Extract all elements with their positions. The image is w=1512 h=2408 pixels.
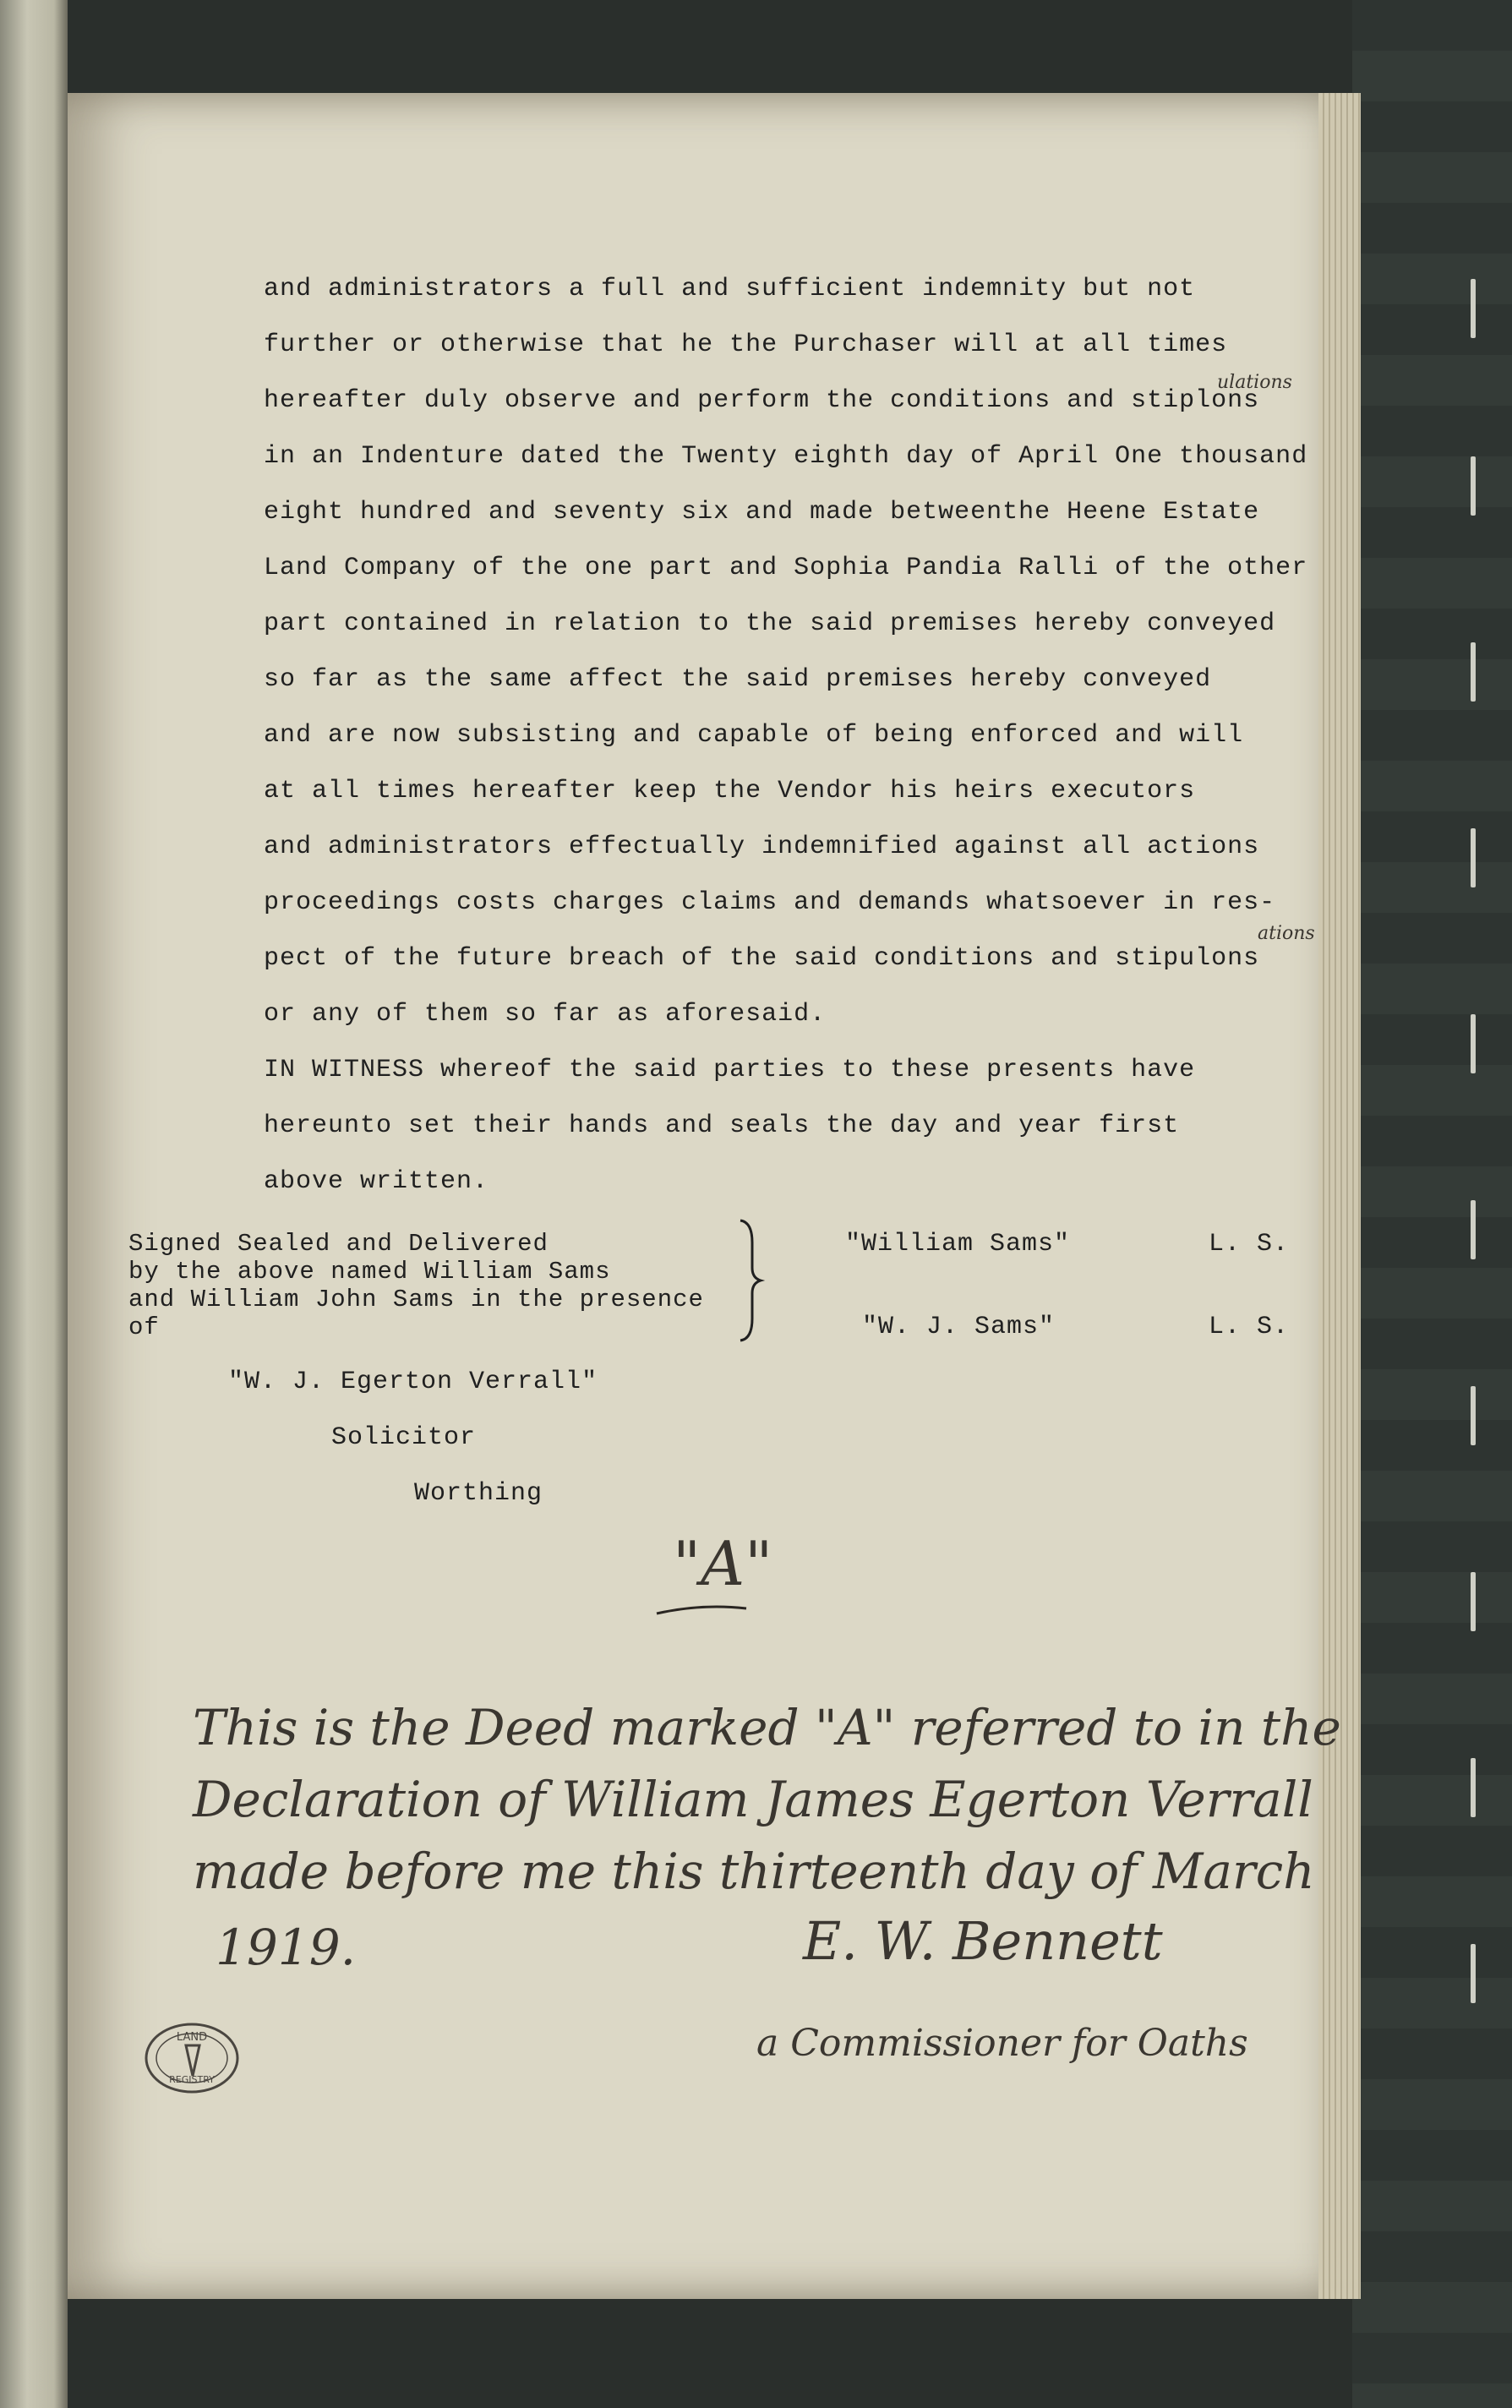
body-line: and are now subsisting and capable of being enforced and will [264,721,1244,750]
witness-place: Worthing [414,1479,543,1508]
body-line: part contained in relation to the said premises hereby conveyed [264,609,1276,638]
endorsement-line: Declaration of William James Egerton Verrall [193,1771,1313,1828]
witness-title: Solicitor [331,1423,477,1452]
body-line: at all times hereafter keep the Vendor his heirs executors [264,777,1196,805]
exhibit-mark: "A" [673,1528,773,1599]
body-line: hereafter duly observe and perform the conditions and stiplons [264,386,1260,415]
attestation-line: by the above named William Sams [128,1258,611,1286]
body-line: above written. [264,1167,489,1196]
binding-stitch [1471,642,1476,702]
svg-text:REGISTRY: REGISTRY [169,2074,215,2085]
exhibit-mark-underline [655,1602,748,1619]
attestation-line: and William John Sams in the presence [128,1286,704,1313]
book-binding-left [0,0,68,2408]
interlineation-annotation: ations [1258,923,1315,944]
interlineation-annotation: ulations [1217,372,1292,393]
signatory-name: "William Sams" [845,1230,1071,1259]
svg-text:LAND: LAND [176,2031,208,2044]
endorsement-line: 1919. [216,1919,357,1976]
binding-stitch [1471,1386,1476,1445]
binding-stitch [1471,456,1476,516]
body-line: and administrators effectually indemnified against all actions [264,833,1260,861]
endorsement-line: made before me this thirteenth day of March [193,1843,1315,1900]
body-line: pect of the future breach of the said conditions and stipulons [264,944,1260,973]
seal-mark: L. S. [1209,1313,1290,1341]
body-line: in an Indenture dated the Twenty eighth day of April One thousand [264,442,1308,471]
binding-stitch [1471,1758,1476,1817]
page-edges [1318,93,1361,2299]
commissioner-signature: E. W. Bennett [803,1910,1163,1972]
attestation-brace [734,1217,767,1344]
body-line: and administrators a full and sufficient indemnity but not [264,275,1196,303]
body-line: so far as the same affect the said premises hereby conveyed [264,665,1212,694]
book-cover-right [1352,0,1512,2408]
witness-name: "W. J. Egerton Verrall" [228,1368,598,1396]
body-line: IN WITNESS whereof the said parties to these presents have [264,1056,1196,1084]
body-line: or any of them so far as aforesaid. [264,1000,827,1029]
binding-stitch [1471,828,1476,887]
attestation-line: of [128,1313,160,1341]
seal-mark: L. S. [1209,1230,1290,1259]
land-registry-stamp [144,2020,241,2096]
attestation-line: Signed Sealed and Delivered [128,1230,549,1258]
body-line: eight hundred and seventy six and made betweenthe Heene Estate [264,498,1260,527]
body-line: further or otherwise that he the Purchaser will at all times [264,330,1228,359]
endorsement-line: This is the Deed marked "A" referred to in the [193,1699,1341,1756]
binding-stitch [1471,1572,1476,1631]
binding-stitch [1471,279,1476,338]
body-line: proceedings costs charges claims and demands whatsoever in res- [264,888,1276,917]
binding-stitch [1471,1944,1476,2003]
body-line: Land Company of the one part and Sophia Pandia Ralli of the other [264,554,1308,582]
body-line: hereunto set their hands and seals the day and year first [264,1111,1180,1140]
commissioner-title: a Commissioner for Oaths [756,2022,1248,2065]
binding-stitch [1471,1200,1476,1259]
signatory-name: "W. J. Sams" [862,1313,1056,1341]
binding-stitch [1471,1014,1476,1073]
